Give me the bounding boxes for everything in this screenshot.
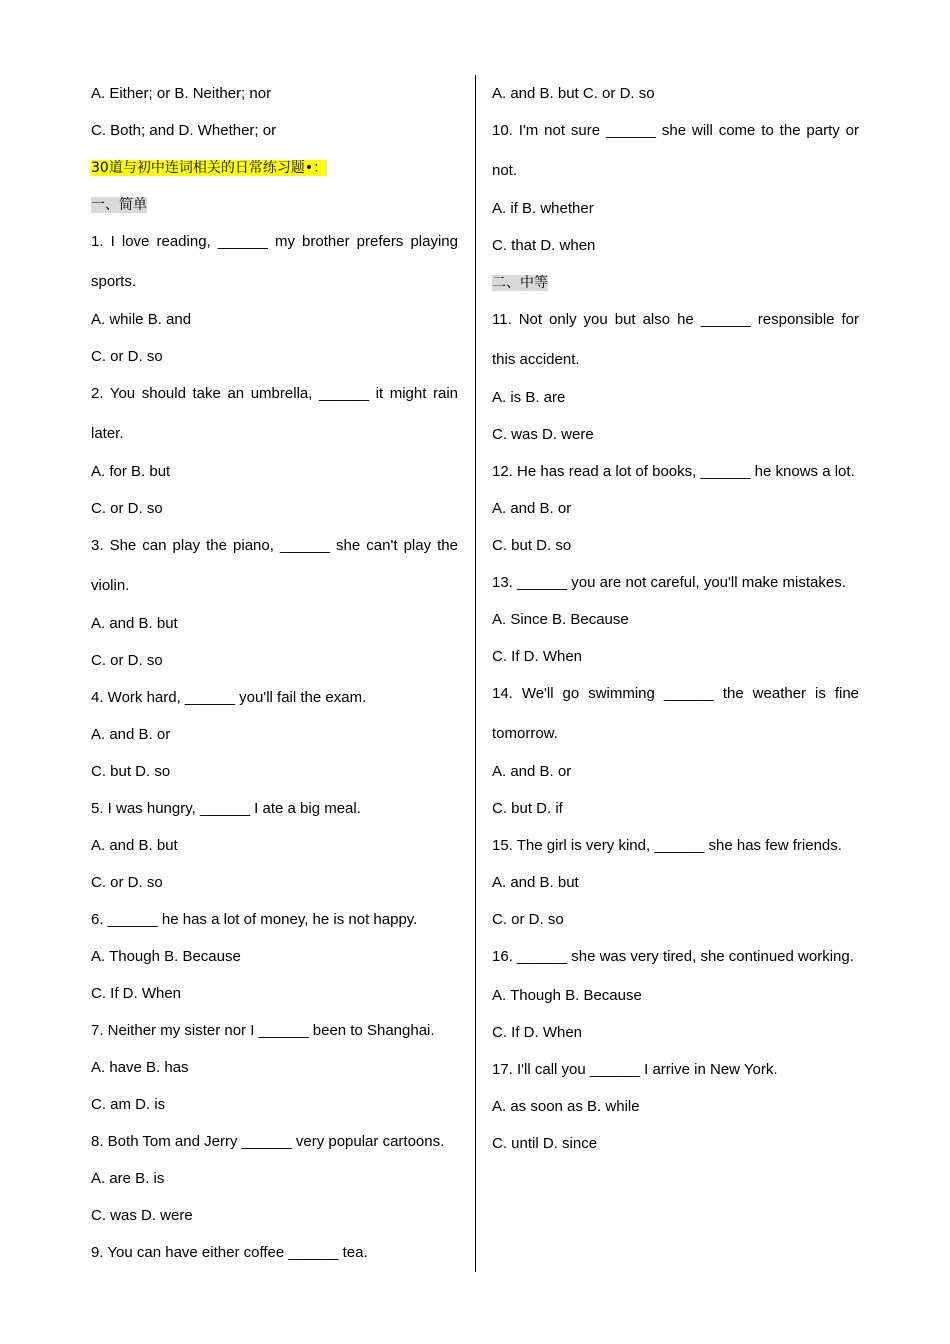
question-text: 1. I love reading, ______ my brother prefers playing sports. [91, 233, 458, 290]
answer-options: C. or D. so [91, 348, 163, 365]
section-heading-text: 二、中等 [492, 275, 548, 291]
answer-options: A. Either; or B. Neither; nor [91, 85, 272, 102]
question-text: 9. You can have either coffee ______ tea. [91, 1244, 368, 1261]
answer-options: A. Since B. Because [492, 611, 629, 628]
answer-options: A. is B. are [492, 389, 566, 406]
question-text: 17. I'll call you ______ I arrive in New York. [492, 1060, 778, 1078]
answer-options: C. or D. so [91, 500, 163, 517]
answer-options: A. Though B. Because [492, 986, 642, 1004]
question-text: 16. ______ she was very tired, she continued working. [492, 948, 854, 965]
question-text: 12. He has read a lot of books, ______ he knows a lot. [492, 463, 855, 480]
question-text: 14. We'll go swimming ______ the weather is fine tomorrow. [492, 685, 859, 742]
answer-options: C. was D. were [91, 1207, 193, 1224]
answer-options: A. and B. or [492, 763, 572, 780]
section-heading [91, 186, 458, 223]
left-column [91, 75, 458, 1271]
section-heading-text: 一、简单 [91, 197, 147, 213]
question-text: 13. ______ you are not careful, you'll make mistakes. [492, 574, 846, 591]
answer-options: C. am D. is [91, 1096, 166, 1113]
question-text: 7. Neither my sister nor I ______ been to Shanghai. [91, 1022, 435, 1039]
answer-options: A. are B. is [91, 1170, 165, 1187]
answer-options: C. If D. When [91, 985, 182, 1002]
answer-options: A. and B. but C. or D. so [492, 85, 655, 102]
section-heading [492, 264, 859, 301]
answer-options: C. Both; and D. Whether; or [91, 122, 277, 139]
question-text: 10. I'm not sure ______ she will come to the party or not. [492, 122, 859, 179]
answer-options: C. that D. when [492, 237, 596, 254]
question-text: 6. ______ he has a lot of money, he is not happy. [91, 911, 418, 928]
answer-options: A. and B. but [91, 615, 178, 632]
answer-options: A. and B. but [492, 874, 579, 891]
exercise-title-text: 30道与初中连词相关的日常练习题•： [91, 160, 328, 176]
answer-options: C. but D. so [492, 537, 572, 554]
answer-options: A. and B. or [492, 500, 572, 517]
answer-options: A. Though B. Because [91, 948, 241, 965]
answer-options: C. If D. When [492, 648, 583, 665]
question-text: 5. I was hungry, ______ I ate a big meal. [91, 800, 361, 817]
question-text: 8. Both Tom and Jerry ______ very popular cartoons. [91, 1133, 445, 1150]
answer-options: C. If D. When [492, 1023, 583, 1041]
answer-options: A. for B. but [91, 463, 171, 480]
answer-options: A. have B. has [91, 1059, 189, 1076]
exercise-title [91, 149, 458, 186]
answer-options: A. while B. and [91, 311, 192, 328]
answer-options: C. was D. were [492, 426, 594, 443]
column-divider [475, 75, 476, 1272]
answer-options: C. but D. if [492, 800, 563, 817]
answer-options: A. and B. or [91, 726, 171, 743]
question-text: 3. She can play the piano, ______ she can't play the violin. [91, 537, 458, 594]
answer-options: C. or D. so [492, 911, 564, 928]
answer-options: C. or D. so [91, 874, 163, 891]
answer-options: C. until D. since [492, 1134, 598, 1152]
answer-options: C. but D. so [91, 763, 171, 780]
question-text: 11. Not only you but also he ______ responsible for this accident. [492, 311, 859, 368]
right-column [492, 75, 859, 1162]
answer-options: A. if B. whether [492, 200, 594, 217]
answer-options: A. as soon as B. while [492, 1097, 640, 1115]
answer-options: C. or D. so [91, 652, 163, 669]
answer-options: A. and B. but [91, 837, 178, 854]
question-text: 4. Work hard, ______ you'll fail the exam. [91, 689, 367, 706]
question-text: 15. The girl is very kind, ______ she has few friends. [492, 837, 842, 854]
question-text: 2. You should take an umbrella, ______ it might rain later. [91, 385, 458, 442]
